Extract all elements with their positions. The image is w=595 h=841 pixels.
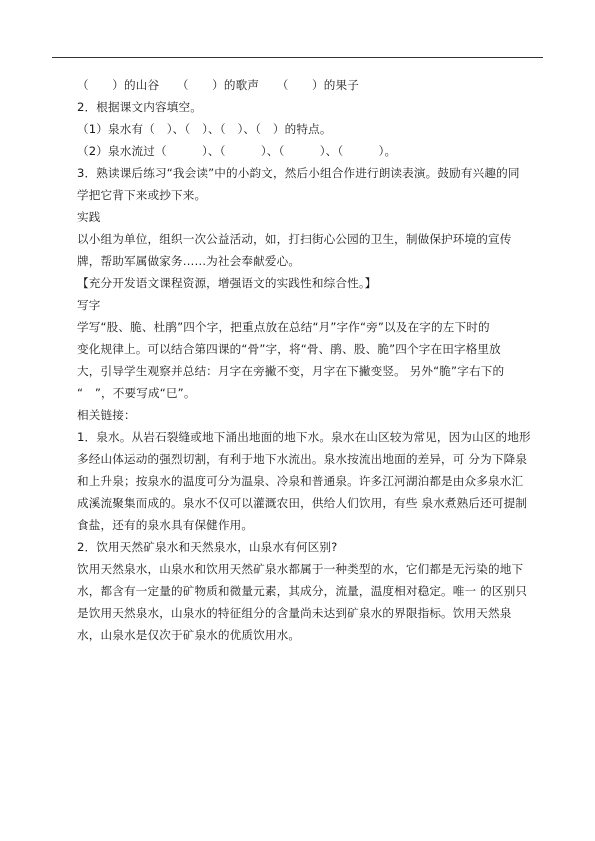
practice-line-1: 以小组为单位，组织一次公益活动，如，打扫街心公园的卫生，制做保护环境的宣传 [77,232,512,246]
link-1-line-5: 食盐，还有的泉水具有保健作用。 [77,518,254,532]
link-2-line-4: 水，山泉水是仅次于矿泉水的优质饮用水。 [77,628,301,642]
practice-line-2: 牌，帮助军属做家务……为社会奉献爱心。 [77,254,301,268]
question-2-title: 2．根据课文内容填空。 [77,100,202,114]
writing-line-3: 大，引导学生观察并总结：月字在旁撇不变，月字在下撇变竖。 另外“脆”字右下的 [77,364,505,378]
link-1-line-3: 和上升泉；按泉水的温度可分为温泉、冷泉和普通泉。许多江河湖泊都是由众多泉水汇 [77,474,524,488]
document-body [77,74,547,646]
writing-line-1: 学写“股、脆、杜鹃”四个字，把重点放在总结“月”字作“旁”以及在字的左下时的 [77,320,490,334]
question-2-item-1: （1）泉水有（ ）、（ ）、（ ）、（ ）的特点。 [77,122,332,136]
link-1-line-1: 1．泉水。从岩石裂缝或地下涌出地面的地下水。泉水在山区较为常见，因为山区的地形 [77,430,531,444]
fill-blank-line: （ ）的山谷 （ ）的歌声 （ ）的果子 [77,78,359,92]
question-3-line-2: 学把它背下来或抄下来。 [77,188,207,202]
link-2-line-2: 水，都含有一定量的矿物质和微量元素，其成分，流量，温度相对稳定。唯一 的区别只 [77,584,528,598]
practice-heading: 实践 [77,210,101,224]
link-2-line-3: 是饮用天然泉水，山泉水的特征组分的含量尚未达到矿泉水的界限指标。饮用天然泉 [77,606,512,620]
link-2-line-1: 饮用天然泉水，山泉水和饮用天然矿泉水都属于一种类型的水，它们都是无污染的地下 [77,562,524,576]
link-2-title: 2．饮用天然矿泉水和天然泉水，山泉水有何区别? [77,540,338,554]
links-heading: 相关链接： [77,408,136,422]
link-1-line-2: 多经山体运动的强烈切割，有利于地下水流出。泉水按流出地面的差异，可 分为下降泉 [77,452,528,466]
question-2-item-2: （2）泉水流过（ ）、（ ）、（ ）、（ ）。 [77,144,397,158]
writing-line-2: 变化规律上。可以结合第四课的“骨”字，将“骨、鹃、股、脆”四个字在田字格里放 [77,342,501,356]
writing-heading: 写字 [77,298,101,312]
bracket-note: 【充分开发语文课程资源，增强语文的实践性和综合性。】 [77,276,377,290]
header-rule [52,57,543,58]
question-3-line-1: 3．熟读课后练习“我会读”中的小韵文，然后小组合作进行朗读表演。鼓励有兴趣的同 [77,166,520,180]
writing-line-4: “ ”，不要写成“巳”。 [77,386,196,400]
link-1-line-4: 成溪流聚集而成的。泉水不仅可以灌溉农田，供给人们饮用，有些 泉水煮熟后还可提制 [77,496,528,510]
